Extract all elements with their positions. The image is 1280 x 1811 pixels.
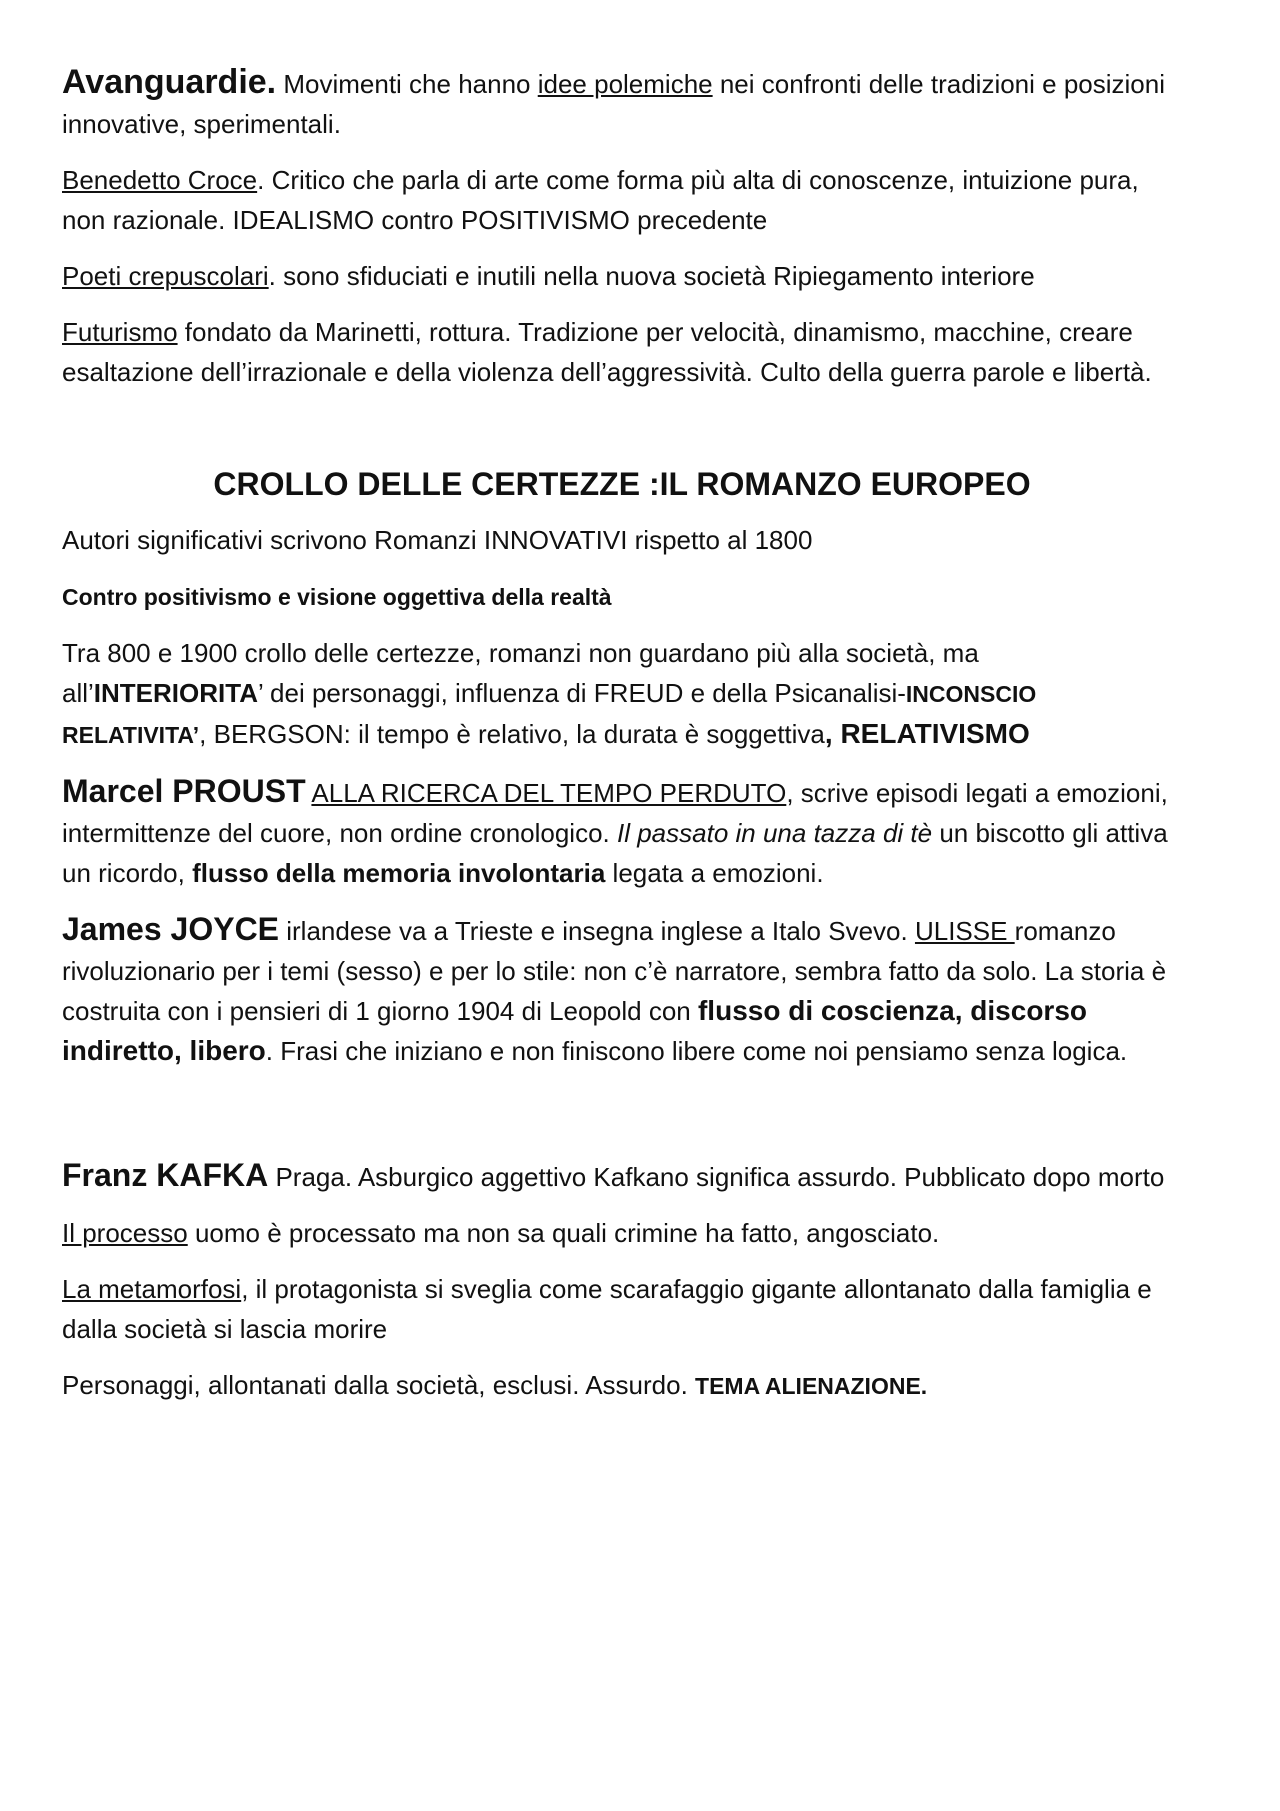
text: Tra 800 e 1900 crollo delle certezze, romanzi non guardano più alla società, ma all’	[62, 638, 979, 708]
paragraph-croce	[62, 160, 1182, 240]
bold-term: TEMA ALIENAZIONE.	[695, 1373, 928, 1399]
text: legata a emozioni.	[605, 858, 824, 888]
text: . Frasi che iniziano e non finiscono libere come noi pensiamo senza logica.	[265, 1036, 1128, 1066]
text: un biscotto gli attiva un ricordo,	[62, 818, 1168, 888]
term-croce: Benedetto Croce	[62, 165, 258, 195]
italic-quote: Il passato in una tazza di tè	[617, 818, 933, 848]
text: . Critico che parla di arte come forma più alta di conoscenze, intuizione pura, non razionale. IDEALISMO contro POSITIVISMO precedente	[62, 165, 1139, 235]
section-title: CROLLO DELLE CERTEZZE :IL ROMANZO EUROPEO	[213, 466, 1031, 502]
paragraph-intro: Autori significativi scrivono Romanzi INNOVATIVI rispetto al 1800	[62, 525, 813, 555]
paragraph-personaggi	[62, 1365, 1182, 1406]
text: Praga. Asburgico aggettivo Kafkano significa assurdo. Pubblicato dopo morto	[268, 1162, 1165, 1192]
work-title: La metamorfosi	[62, 1274, 242, 1304]
term-crepuscolari: Poeti crepuscolari	[62, 261, 269, 291]
work-title: Il processo	[62, 1218, 188, 1248]
underlined-phrase: idee polemiche	[537, 69, 713, 99]
paragraph-crepuscolari	[62, 256, 1182, 296]
text: . sono sfiduciati e inutili nella nuova società Ripiegamento interiore	[268, 261, 1035, 291]
paragraph-metamorfosi	[62, 1269, 1182, 1349]
text: irlandese va a Trieste e insegna inglese a Italo Svevo.	[279, 916, 915, 946]
text: fondato da Marinetti, rottura. Tradizione per velocità, dinamismo, macchine, creare esaltazione dell’irrazionale e della violenza dell’aggressività. Culto della guerra parole e libertà.	[62, 317, 1152, 387]
text: ’ dei personaggi, influenza di FREUD e della Psicanalisi-	[257, 678, 906, 708]
paragraph-joyce	[62, 909, 1182, 1071]
bold-statement: Contro positivismo e visione oggettiva della realtà	[62, 584, 612, 610]
text: Movimenti che hanno	[276, 69, 538, 99]
text: , il protagonista si sveglia come scarafaggio gigante allontanato dalla famiglia e dalla società si lascia morire	[62, 1274, 1152, 1344]
bold-term: INTERIORITA	[93, 678, 258, 708]
term-futurismo: Futurismo	[62, 317, 178, 347]
document-body	[62, 62, 1182, 1422]
term-avanguardie: Avanguardie.	[62, 63, 277, 101]
text: romanzo rivoluzionario per i temi (sesso) e per lo stile: non c’è narratore, sembra fatto da solo. La storia è costruita con i pensieri di 1 giorno 1904 di Leopold con	[62, 916, 1167, 1026]
paragraph-futurismo	[62, 312, 1182, 392]
work-title: ULISSE	[914, 916, 1015, 946]
paragraph-crollo	[62, 633, 1182, 755]
author-name: James JOYCE	[62, 911, 280, 947]
text: Personaggi, allontanati dalla società, esclusi. Assurdo.	[62, 1370, 696, 1400]
author-name: Franz KAFKA	[62, 1157, 269, 1193]
paragraph-avanguardie	[62, 62, 1182, 144]
paragraph-intro-bold	[62, 576, 1182, 617]
paragraph-proust	[62, 771, 1182, 893]
author-name: Marcel PROUST	[62, 773, 306, 809]
text: nei confronti delle tradizioni e posizioni innovative, sperimentali.	[62, 69, 1165, 139]
paragraph-kafka	[62, 1155, 1182, 1197]
bold-term: flusso della memoria involontaria	[192, 858, 606, 888]
bold-term: INCONSCIO RELATIVITA’	[62, 681, 1037, 748]
bold-term: flusso di coscienza, discorso indiretto, libero	[62, 995, 1087, 1066]
text: , BERGSON: il tempo è relativo, la durata è soggettiva	[199, 719, 825, 749]
text: , scrive episodi legati a emozioni, intermittenze del cuore, non ordine cronologico.	[62, 778, 1168, 848]
work-title: ALLA RICERCA DEL TEMPO PERDUTO	[311, 778, 787, 808]
paragraph-processo	[62, 1213, 1182, 1253]
bold-term: , RELATIVISMO	[824, 718, 1030, 749]
text: uomo è processato ma non sa quali crimine ha fatto, angosciato.	[187, 1218, 940, 1248]
